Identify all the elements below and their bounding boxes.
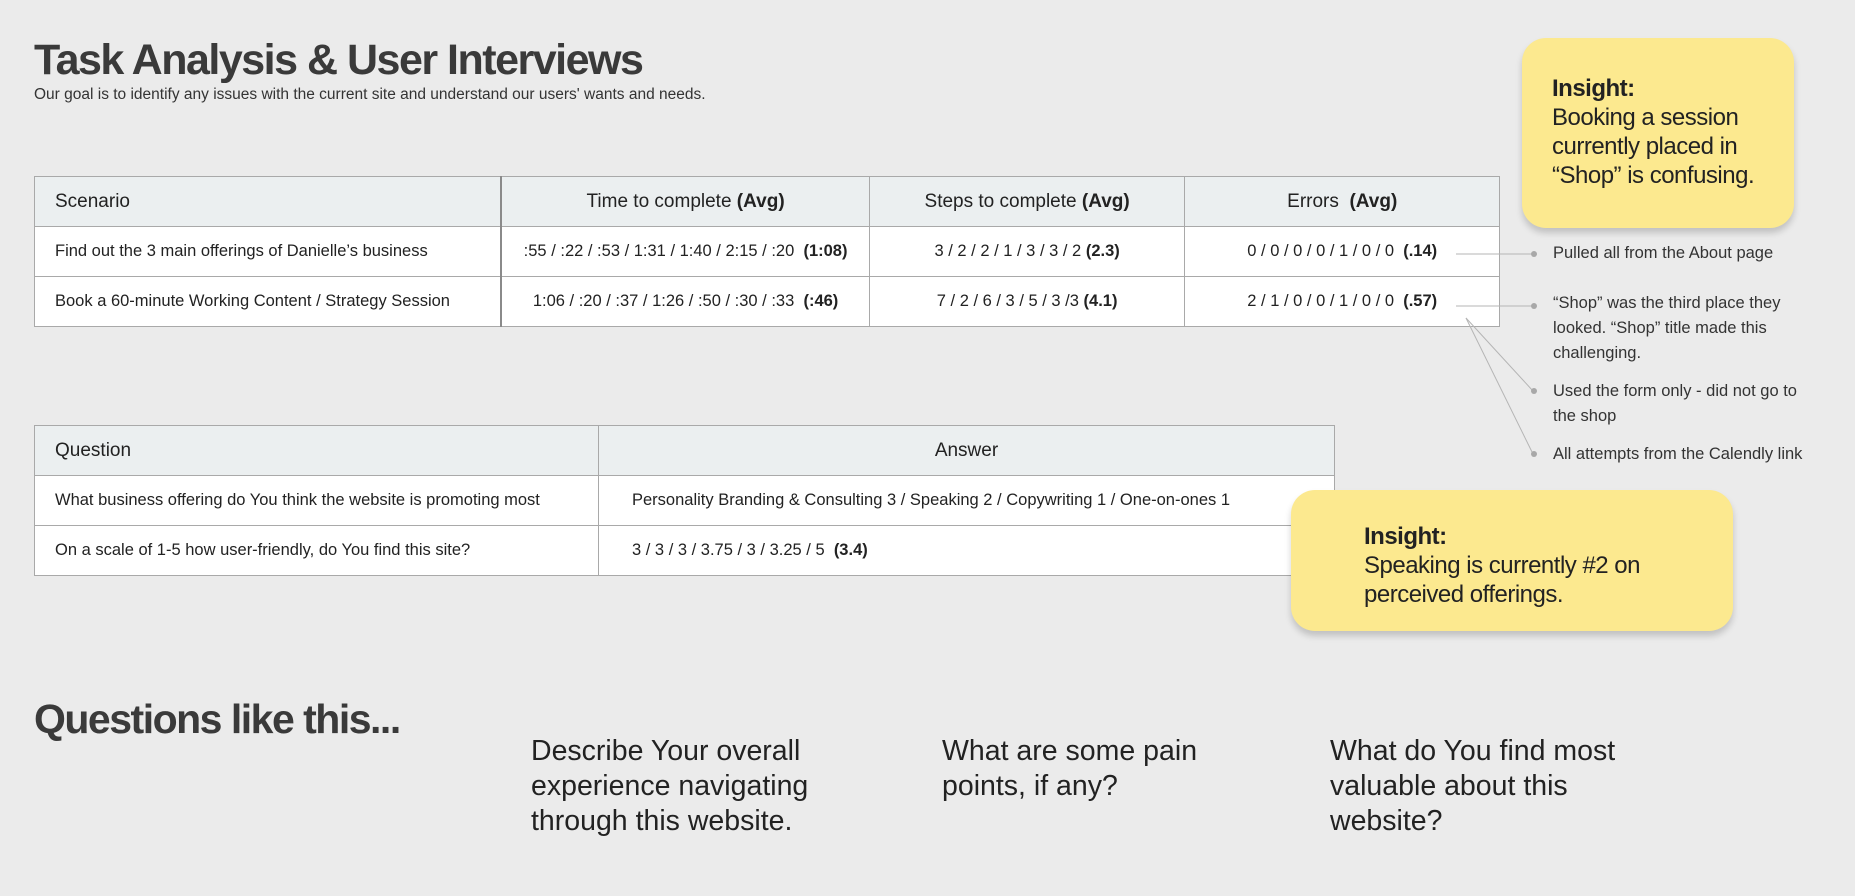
insight-heading: Insight:	[1364, 523, 1447, 550]
answer-values: 3 / 3 / 3 / 3.75 / 3 / 3.25 / 5	[632, 541, 825, 559]
scenario-header: Scenario	[35, 177, 502, 227]
errors-avg: (.14)	[1403, 242, 1438, 260]
questions-heading: Questions like this...	[34, 696, 400, 742]
answer-header: Answer	[599, 426, 1335, 476]
insight-heading: Insight:	[1552, 75, 1635, 102]
steps-header-label: Steps to complete	[924, 190, 1077, 212]
page-title: Task Analysis & User Interviews	[34, 36, 643, 84]
connector-line	[1466, 318, 1533, 454]
annotation-note: Used the form only - did not go to the shop	[1553, 382, 1797, 425]
scenario-cell: Find out the 3 main offerings of Danielle’s business	[35, 227, 502, 277]
question-cell: What business offering do You think the website is promoting most	[35, 476, 599, 526]
question-prompt: What do You find most valuable about this website?	[1330, 735, 1616, 837]
errors-values: 0 / 0 / 0 / 0 / 1 / 0 / 0	[1247, 242, 1395, 260]
scenario-cell: Book a 60-minute Working Content / Strategy Session	[35, 277, 502, 327]
time-avg: (1:08)	[803, 242, 848, 260]
connector-dot	[1531, 388, 1537, 394]
steps-header-avg: (Avg)	[1081, 190, 1130, 212]
answer-avg: (3.4)	[833, 541, 868, 559]
time-header-label: Time to complete	[586, 190, 732, 212]
connector-line	[1466, 318, 1533, 391]
connector-dot	[1531, 303, 1537, 309]
annotation-note: Pulled all from the About page	[1553, 244, 1774, 262]
time-header-avg: (Avg)	[736, 190, 785, 212]
insight-text: Booking a session currently placed in “Shop” is confusing.	[1552, 104, 1755, 189]
time-values: 1:06 / :20 / :37 / 1:26 / :50 / :30 / :33	[532, 292, 795, 310]
steps-values: 7 / 2 / 6 / 3 / 5 / 3 /3	[936, 292, 1079, 310]
errors-header-label: Errors	[1287, 190, 1339, 212]
connector-dot	[1531, 251, 1537, 257]
annotation-note: All attempts from the Calendly link	[1553, 445, 1803, 463]
connector-dot	[1531, 451, 1537, 457]
question-header: Question	[35, 426, 599, 476]
errors-header-avg: (Avg)	[1349, 190, 1398, 212]
page-subtitle: Our goal is to identify any issues with the current site and understand our users' wants and needs.	[34, 86, 706, 103]
time-avg: (:46)	[803, 292, 839, 310]
steps-avg: (4.1)	[1083, 292, 1118, 310]
steps-values: 3 / 2 / 2 / 1 / 3 / 3 / 2	[934, 242, 1082, 260]
time-values: :55 / :22 / :53 / 1:31 / 1:40 / 2:15 / :20	[523, 242, 795, 260]
question-prompt: Describe Your overall experience navigating through this website.	[531, 735, 809, 837]
insight-sticky-note	[1291, 490, 1733, 631]
insight-text: Speaking is currently #2 on perceived offerings.	[1364, 552, 1640, 608]
question-cell: On a scale of 1-5 how user-friendly, do You find this site?	[35, 526, 599, 576]
question-prompt: What are some pain points, if any?	[942, 735, 1198, 802]
errors-values: 2 / 1 / 0 / 0 / 1 / 0 / 0	[1247, 292, 1395, 310]
annotation-note: “Shop” was the third place they looked. “Shop” title made this challenging.	[1553, 294, 1781, 362]
errors-avg: (.57)	[1403, 292, 1438, 310]
answer-values: Personality Branding & Consulting 3 / Speaking 2 / Copywriting 1 / One-on-ones 1	[632, 491, 1231, 509]
insight-sticky-note	[1522, 38, 1794, 228]
steps-avg: (2.3)	[1085, 242, 1120, 260]
